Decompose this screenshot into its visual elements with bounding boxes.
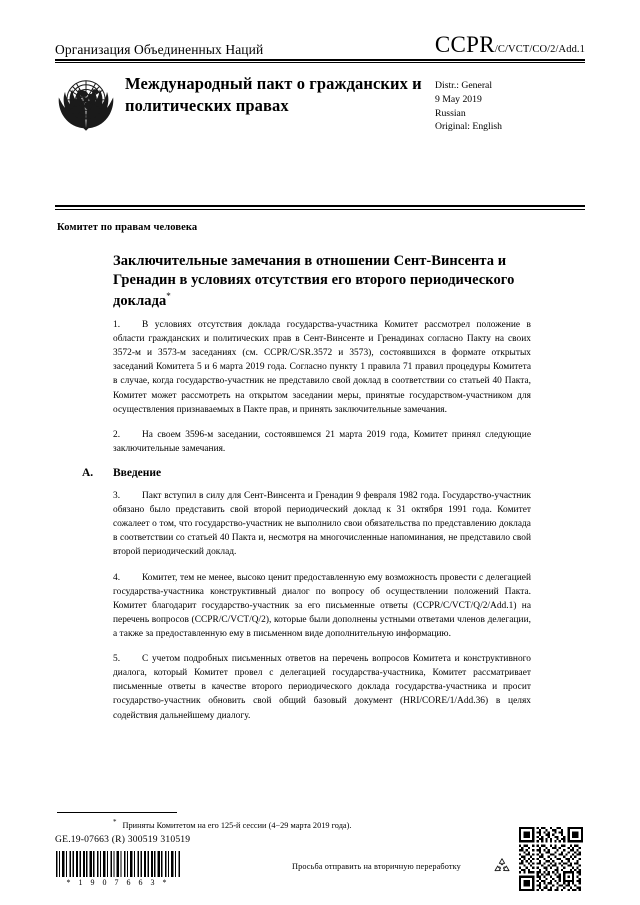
- section-title: Введение: [113, 466, 162, 479]
- paragraph-text: На своем 3596-м заседании, состоявшемся 21 марта 2019 года, Комитет принял следующие заключительные замечания.: [113, 429, 531, 454]
- document-body: [82, 318, 531, 734]
- masthead-rule-thin: [55, 62, 585, 63]
- header-bottom-rule-thin: [55, 209, 585, 210]
- un-emblem-icon: [55, 74, 117, 132]
- paragraph: [113, 652, 531, 723]
- committee-name: Комитет по правам человека: [57, 222, 198, 233]
- header-bottom-rule-thick: [55, 205, 585, 207]
- paragraph: [113, 428, 531, 456]
- document-symbol-suffix: /C/VCT/CO/2/Add.1: [494, 44, 585, 55]
- page-title-text: Заключительные замечания в отношении Сент-Винсента и Гренадин в условиях отсутствия его второго периодического доклада: [113, 253, 515, 309]
- organization-name: Организация Объединенных Наций: [55, 41, 264, 57]
- paragraph-number: 3.: [113, 490, 121, 501]
- qr-code-icon: [519, 827, 583, 891]
- paragraph-text: В условиях отсутствия доклада государства-участника Комитет рассмотрел положение в области гражданских и политических прав в Сент-Винсенте и Гренадинах согласно Пакту на своих 3572-м и 3573-м заседаниях (см. CCPR/C/SR.3572 и 3573), состоявшихся в формате открытых заседаний Комитета 5 и 6 марта 2019 года. Согласно пункту 1 правила 71 правил процедуры Комитета в случае, когда государство-участник не представило свой доклад в соответствии со статьей 40 Пакта, Комитет может рассмотреть на открытом заседании меры, принятые государством-участником для осуществления признаваемых в Пакте прав, и принять заключительные замечания.: [113, 320, 531, 415]
- title-footnote-marker: *: [166, 290, 171, 301]
- footnote-separator: [57, 812, 177, 813]
- footnote-text: Приняты Комитетом на его 125-й сессии (4−29 марта 2019 года).: [122, 820, 352, 830]
- page-title: [113, 252, 533, 311]
- distribution-type: Distr.: General: [435, 80, 493, 92]
- distribution-original: Original: English: [435, 121, 502, 133]
- paragraph: [113, 571, 531, 642]
- paragraph-number: 1.: [113, 320, 121, 330]
- barcode-text: * 1 9 0 7 6 6 3 *: [66, 878, 170, 887]
- paragraph-number: 4.: [113, 572, 121, 583]
- recycle-icon: [492, 856, 512, 876]
- recycle-note: Просьба отправить на вторичную переработку: [292, 862, 461, 871]
- distribution-date: 9 May 2019: [435, 93, 482, 105]
- document-symbol: [435, 33, 585, 56]
- paragraph-number: 2.: [113, 429, 121, 440]
- document-masthead: [55, 32, 585, 134]
- section-letter: A.: [82, 466, 94, 479]
- paragraph-text: С учетом подробных письменных ответов на перечень вопросов Комитета и конструктивного диалога, который Комитет провел с делегацией государства-участника, Комитет рассматривает письменные ответы в качестве второго периодического доклада государства-участника и просит государство-участник обновить свой общий базовый документ (HRI/CORE/1/Add.36) в целях содействия дальнейшему диалогу.: [113, 654, 531, 721]
- paragraph: [113, 489, 531, 560]
- paragraph-text: Пакт вступил в силу для Сент-Винсента и Гренадин 9 февраля 1982 года. Государство-участник обязано было представить свой второй периодический доклад к 31 октября 1991 года. Комитет сожалеет о том, что государство-участник не выполнило свои обязательства по представлению доклада в соответствии со статьей 40 Пакта и, несмотря на многочисленные напоминания, не представило свой второй периодический доклад.: [113, 490, 531, 558]
- footnote: [113, 818, 533, 831]
- paragraph-number: 5.: [113, 654, 121, 665]
- masthead-top-row: [55, 32, 585, 56]
- covenant-title: Международный пакт о гражданских и политических правах: [125, 74, 422, 115]
- job-number: GE.19-07663 (R) 300519 310519: [55, 834, 191, 845]
- masthead-rule-thick: [55, 59, 585, 61]
- paragraph: [113, 318, 531, 417]
- barcode: [56, 851, 180, 887]
- paragraph-text: Комитет, тем не менее, высоко ценит предоставленную ему возможность провести с делегацией государства-участника конструктивный диалог по вопросу об осуществлении положений Пакта. Комитет благодарит государство-участник за его письменные ответы (CCPR/C/VCT/Q/2/Add.1) на перечень вопросов (CCPR/C/VCT/Q/2), которые были дополнены устными ответами членов делегации, а также за предоставленную ему в письменном виде дополнительную информацию.: [113, 572, 531, 639]
- barcode-bars: [56, 851, 180, 877]
- masthead-bottom-row: [55, 72, 585, 134]
- distribution-language: Russian: [435, 107, 466, 119]
- distribution-block: [435, 72, 585, 134]
- document-symbol-prefix: CCPR: [434, 32, 495, 57]
- footnote-marker: *: [113, 818, 117, 826]
- section-heading-a: [82, 467, 500, 479]
